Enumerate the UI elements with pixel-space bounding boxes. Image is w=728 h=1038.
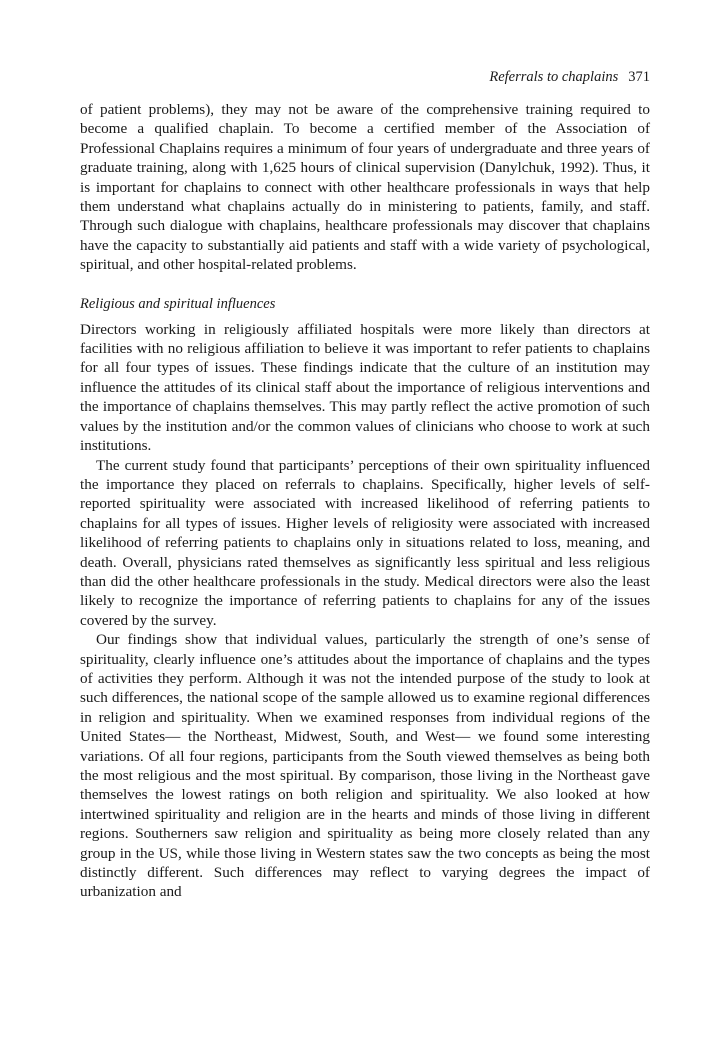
running-head-title: Referrals to chaplains bbox=[489, 69, 619, 85]
page bbox=[80, 66, 650, 902]
page-number: 371 bbox=[628, 69, 650, 85]
section-heading: Religious and spiritual influences bbox=[80, 295, 276, 312]
paragraph-2: The current study found that participants’ perceptions of their own spirituality influenced the importance they placed on referrals to chaplains. Specifically, higher levels of self-reported spirituality were associated with increased likelihood of referring patients to chaplains for all types of issues. Higher levels of religiosity were associated with increased likelihood of referring patients to chaplains only in situations related to loss, meaning, and death. Overall, physicians rated themselves as significantly less spiritual and less religious than did the other healthcare professionals in the study. Medical directors were also the least likely to recognize the importance of referring patients to chaplains for any of the issues covered by the survey. bbox=[80, 456, 650, 629]
paragraph-continued: of patient problems), they may not be aware of the comprehensive training required to become a qualified chaplain. To become a certified member of the Association of Professional Chaplains requires a minimum of four years of undergraduate and three years of graduate training, along with 1,625 hours of clinical supervision (Danylchuk, 1992). Thus, it is important for chaplains to connect with other healthcare professionals in ways that help them understand what chaplains actually do in ministering to patients, family, and staff. Through such dialogue with chaplains, healthcare professionals may discover that chaplains have the capacity to substantially aid patients and staff with a wide variety of psychological, spiritual, and other hospital-related problems. bbox=[80, 101, 650, 274]
paragraph-3: Our findings show that individual values, particularly the strength of one’s sense of spirituality, clearly influence one’s attitudes about the importance of chaplains and the types of activities they perform. Although it was not the intended purpose of the study to look at such differences, the national scope of the sample allowed us to examine regional differences in religion and spirituality. When we examined responses from individual regions of the United States— the Northeast, Midwest, South, and West— we found some interesting variations. Of all four regions, participants from the South viewed themselves as being both the most religious and the most spiritual. By comparison, those living in the Northeast gave themselves the lowest ratings on both religion and spirituality. We also looked at how intertwined spirituality and religion are in the hearts and minds of those living in different regions. Southerners saw religion and spirituality as being more closely related than any group in the US, while those living in Western states saw the two concepts as being the most distinctly different. Such differences may reflect to varying degrees the impact of urbanization and bbox=[80, 631, 650, 901]
paragraph-1: Directors working in religiously affiliated hospitals were more likely than directors at facilities with no religious affiliation to believe it was important to refer patients to chaplains for all four types of issues. These findings indicate that the culture of an institution may influence the attitudes of its clinical staff about the importance of religious interventions and the importance of chaplains themselves. This may partly reflect the active promotion of such values by the institution and/or the common values of clinicians who choose to work at such institutions. bbox=[80, 320, 650, 455]
running-head bbox=[80, 66, 650, 88]
